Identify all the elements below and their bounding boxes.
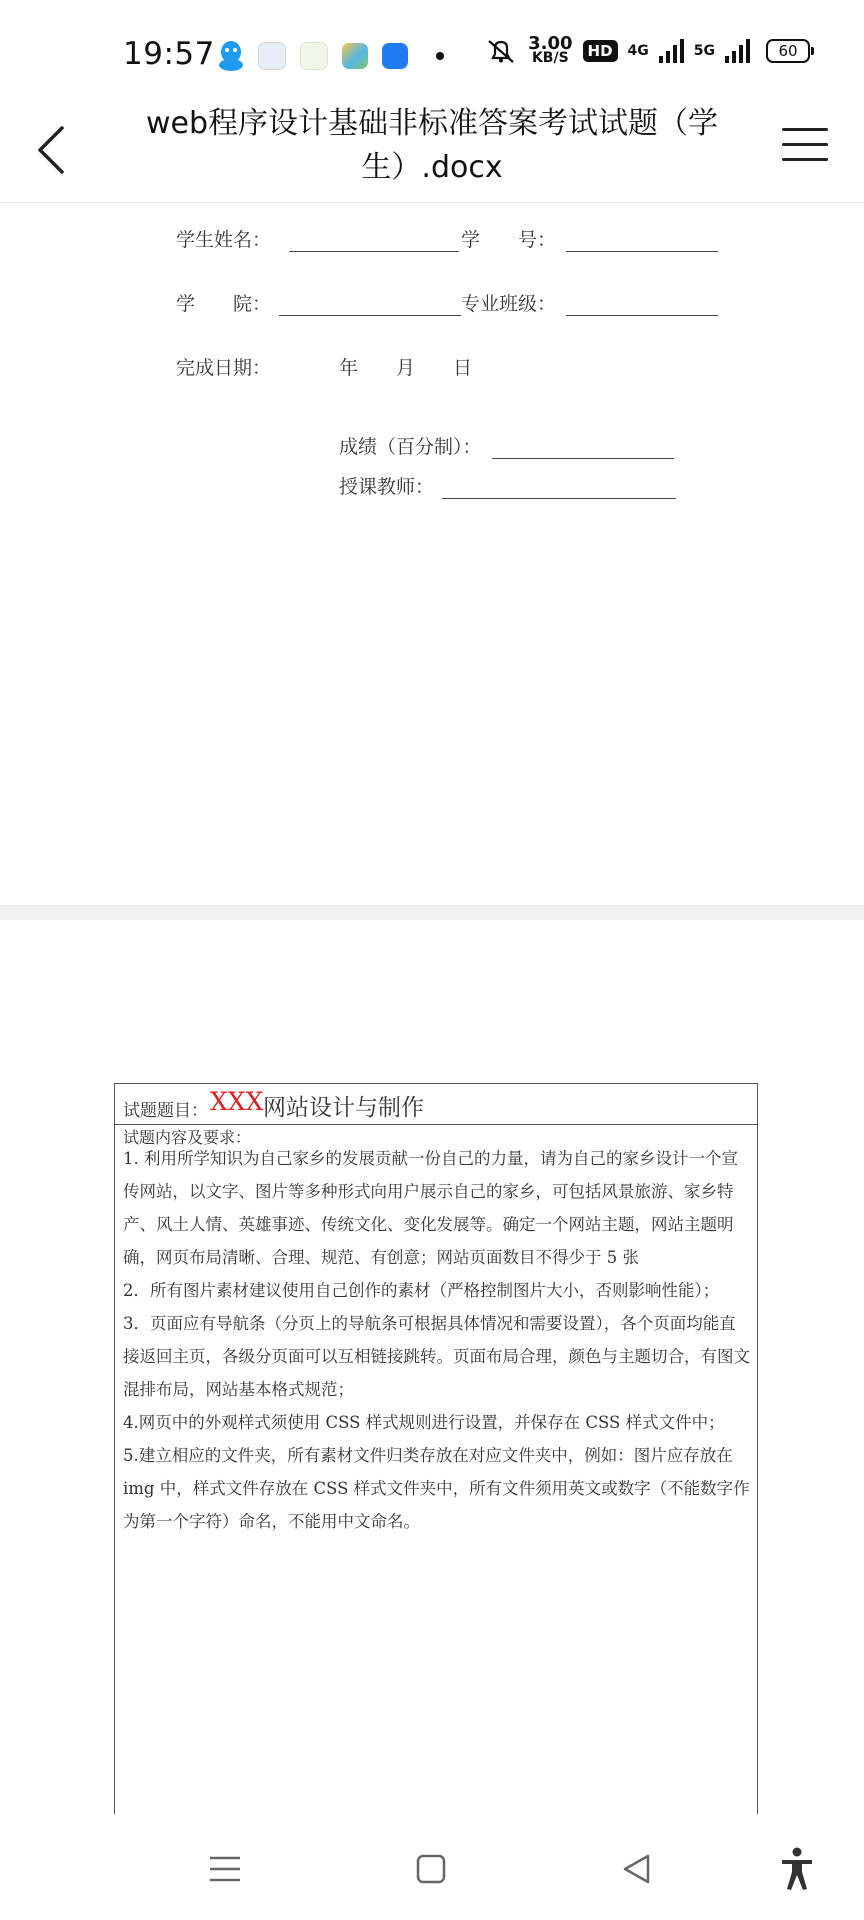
requirement-item: 4.网页中的外观样式须使用 CSS 样式规则进行设置，并保存在 CSS 样式文件中；	[123, 1413, 725, 1432]
accessibility-icon	[779, 1847, 815, 1891]
exam-table	[114, 1083, 758, 1824]
qq-icon	[218, 40, 244, 72]
college-label: 学 院：	[176, 293, 272, 315]
app-icon-3	[300, 42, 328, 70]
student-id-line	[566, 233, 718, 252]
exam-title-row	[115, 1084, 757, 1125]
hamburger-icon	[782, 128, 828, 161]
menu-icon	[208, 1854, 242, 1884]
row-college	[176, 289, 461, 316]
teacher-label: 授课教师：	[339, 476, 435, 498]
back-button[interactable]	[30, 120, 80, 180]
score-label: 成绩（百分制）：	[339, 436, 482, 458]
system-nav-bar	[0, 1814, 864, 1920]
status-time: 19:57	[123, 36, 215, 72]
menu-button[interactable]	[782, 128, 828, 164]
student-name-line	[289, 233, 459, 252]
row-class	[461, 289, 718, 316]
home-button[interactable]	[406, 1844, 456, 1894]
requirement-item: 1. 利用所学知识为自己家乡的发展贡献一份自己的力量，请为自己的家乡设计一个宣传网站，以文字、图片等多种形式向用户展示自己的家乡，可包括风景旅游、家乡特产、风土人情、英雄事迹、传统文化、变化发展等。确定一个网站主题，网站主题明确，网页布局清晰、合理、规范、有创意；网站页面数目不得少于 5 张	[123, 1149, 738, 1267]
row-score	[339, 432, 674, 459]
exam-title-name: 网站设计与制作	[263, 1095, 424, 1121]
status-bar	[0, 0, 864, 100]
exam-title-label: 试题题目：	[123, 1101, 208, 1121]
status-indicators	[484, 33, 810, 66]
date-label: 完成日期：	[176, 357, 272, 379]
network-speed	[528, 33, 573, 66]
speed-value: 3.00	[528, 33, 573, 54]
system-back-button[interactable]	[612, 1844, 662, 1894]
score-line	[492, 440, 674, 459]
mute-bell-icon	[484, 38, 518, 64]
document-title: web程序设计基础非标准答案考试试题（学生）.docx	[145, 106, 719, 185]
chevron-left-icon	[30, 120, 80, 180]
document-header	[0, 100, 864, 203]
row-date	[176, 353, 271, 380]
network-5g-label: 5G	[693, 43, 715, 59]
signal-4g-icon	[659, 39, 684, 63]
network-4g-label: 4G	[627, 43, 649, 59]
exam-title-placeholder: XXX	[210, 1087, 264, 1116]
college-line	[279, 297, 461, 316]
class-line	[566, 297, 718, 316]
more-dot-icon	[436, 52, 444, 60]
page-separator	[0, 905, 864, 920]
requirements-label: 试题内容及要求：	[123, 1128, 252, 1147]
date-value: 年 月 日	[339, 357, 473, 379]
home-icon	[415, 1853, 447, 1885]
notification-icons	[218, 40, 444, 72]
speed-unit: KB/S	[531, 50, 569, 66]
class-label: 专业班级：	[461, 293, 557, 315]
accessibility-button[interactable]	[772, 1844, 822, 1894]
requirements-list	[123, 1142, 751, 1538]
row-teacher	[339, 472, 676, 499]
back-icon	[620, 1852, 654, 1886]
requirement-item: 2．所有图片素材建议使用自己创作的素材（严格控制图片大小，否则影响性能）；	[123, 1281, 720, 1300]
requirement-item: 5.建立相应的文件夹，所有素材文件归类存放在对应文件夹中，例如：图片应存放在 img 中，样式文件存放在 CSS 样式文件夹中，所有文件须用英文或数字（不能数字作为第一个字符）命名，不能用中文命名。	[123, 1446, 750, 1531]
recent-apps-button[interactable]	[200, 1844, 250, 1894]
app-icon-4	[342, 43, 368, 69]
app-icon-5	[382, 43, 408, 69]
app-icon-2	[258, 42, 286, 70]
requirement-item: 3．页面应有导航条（分页上的导航条可根据具体情况和需要设置），各个页面均能直接返回主页，各级分页面可以互相链接跳转。页面布局合理，颜色与主题切合，有图文混排布局，网站基本格式规范；	[123, 1314, 750, 1399]
hd-badge: HD	[583, 40, 618, 62]
signal-5g-icon	[725, 39, 750, 63]
student-id-label: 学 号：	[461, 229, 557, 251]
document-page-1	[0, 203, 864, 905]
row-student-id	[461, 225, 718, 252]
row-student-name	[176, 225, 459, 252]
battery-icon: 60	[766, 39, 810, 63]
document-page-2	[0, 920, 864, 1814]
student-name-label: 学生姓名：	[176, 229, 272, 251]
teacher-line	[442, 480, 676, 499]
